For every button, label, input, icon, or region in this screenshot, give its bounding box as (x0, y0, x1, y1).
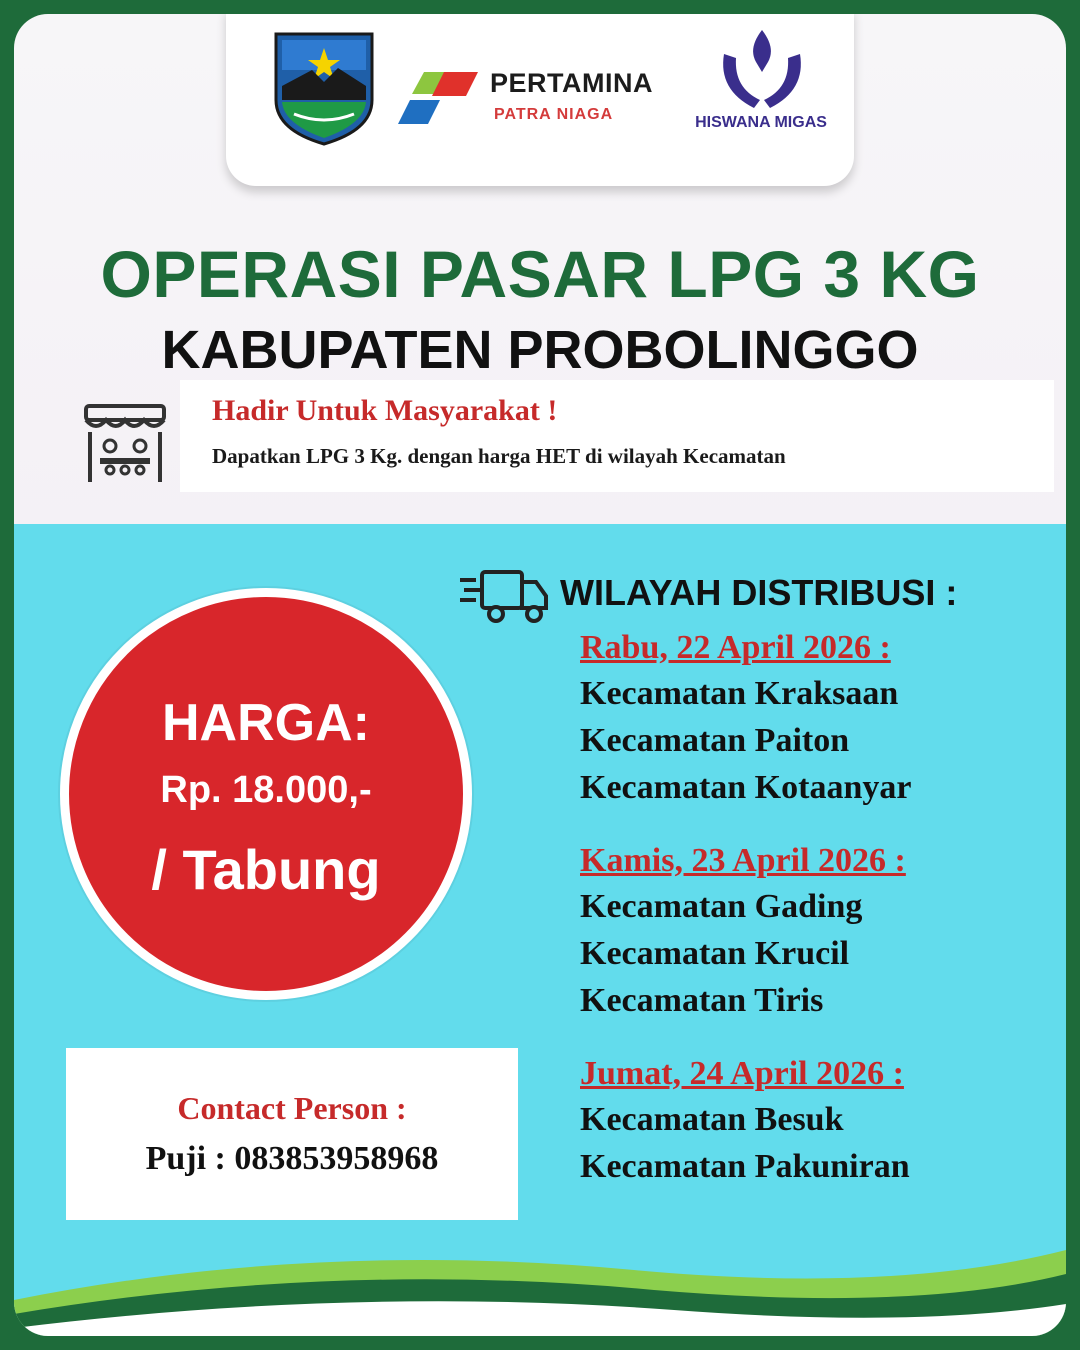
district-item: Kecamatan Kraksaan (580, 675, 899, 712)
day-group (580, 626, 1050, 811)
contact-title: Contact Person : (177, 1090, 407, 1126)
market-stall-icon (80, 402, 170, 486)
district-item: Kecamatan Paiton (580, 722, 850, 759)
tagline-body: Dapatkan LPG 3 Kg. dengan harga HET di wilayah Kecamatan (212, 444, 786, 468)
pertamina-brand-name: PERTAMINA (490, 68, 653, 98)
logo-bar (226, 14, 854, 186)
district-item: Kecamatan Pakuniran (580, 1148, 910, 1185)
district-item: Kecamatan Tiris (580, 982, 824, 1019)
day-title: Jumat, 24 April 2026 : (580, 1055, 904, 1092)
poster (14, 14, 1066, 1336)
tagline-box (180, 380, 1054, 492)
bottom-wave-decoration (14, 1230, 1066, 1336)
regency-crest-logo (272, 30, 376, 148)
day-group (580, 839, 1050, 1024)
distribution-heading: WILAYAH DISTRIBUSI : (560, 572, 958, 613)
distribution-schedule (580, 626, 1050, 1218)
district-item: Kecamatan Besuk (580, 1101, 844, 1138)
day-title: Kamis, 23 April 2026 : (580, 842, 906, 879)
district-item: Kecamatan Gading (580, 888, 863, 925)
price-unit: / Tabung (151, 838, 381, 901)
hiswana-logo-icon (714, 28, 810, 116)
day-group (580, 1052, 1050, 1190)
pertamina-brand-sub: PATRA NIAGA (494, 106, 614, 123)
contact-value: Puji : 083853958968 (145, 1140, 439, 1177)
price-value: Rp. 18.000,- (160, 769, 372, 811)
pertamina-logo-icon (396, 70, 480, 126)
delivery-truck-icon (458, 566, 550, 626)
day-title: Rabu, 22 April 2026 : (580, 629, 891, 666)
main-title: OPERASI PASAR LPG 3 KG (100, 237, 980, 311)
hiswana-brand-name: HISWANA MIGAS (695, 114, 827, 131)
price-label: HARGA: (162, 694, 370, 752)
main-subtitle: KABUPATEN PROBOLINGGO (161, 320, 919, 380)
district-item: Kecamatan Kotaanyar (580, 769, 912, 806)
price-badge (60, 588, 472, 1000)
district-item: Kecamatan Krucil (580, 935, 850, 972)
tagline-title: Hadir Untuk Masyarakat ! (212, 394, 558, 427)
contact-box (66, 1048, 518, 1220)
